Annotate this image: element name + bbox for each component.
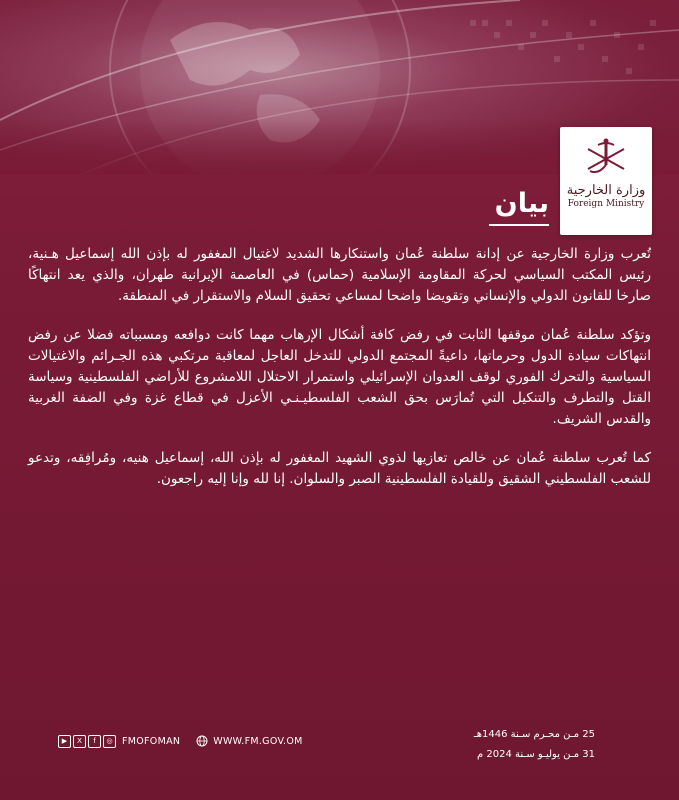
ministry-logo (560, 127, 652, 235)
globe-icon (196, 735, 208, 747)
hijri-date: 25 مـن محـرم سـنة 1446هـ (473, 729, 595, 740)
paragraph-1: تُعرب وزارة الخارجية عن إدانة سلطنة عُمان واستنكارها الشديد لاغتيال المغفور له بإذن الله إسماعيل هـنية، رئيس المكتب السياسي لحركة المقاومة الإسلامية (حماس) في العاصمة الإيرانية طهران، والذي يعد انتهاكًا صارخا للقانون الدولي والإنساني وتقويضا واضحا لمساعي تحقيق السلام والاستقرار في المنطقة. (28, 246, 651, 304)
website-link[interactable]: WWW.FM.GOV.OM (213, 735, 303, 747)
statement-body (28, 244, 651, 508)
page-title: بيان (494, 188, 549, 219)
logo-english-name: Foreign Ministry (567, 199, 645, 209)
khanjar-emblem-icon (576, 135, 636, 179)
contact-footer (58, 733, 303, 749)
x-icon[interactable]: X (73, 735, 86, 748)
gregorian-date: 31 مـن يوليـو سـنة 2024 م (477, 749, 595, 760)
logo-arabic-name: وزارة الخارجية (566, 183, 646, 198)
social-handle[interactable]: FMOFOMAN (122, 735, 181, 747)
youtube-icon[interactable]: ▶ (58, 735, 71, 748)
paragraph-3: كما تُعرب سلطنة عُمان عن خالص تعازيها لذوي الشهيد المغفور له بإذن الله، إسماعيل هنيه، ومُرافِقه، وتدعو للشعب الفلسطيني الشقيق وللقيادة الفلسطينية الصبر والسلوان. إنا لله وإنا إليه راجعون. (28, 450, 651, 487)
paragraph-2: وتؤكد سلطنة عُمان موقفها الثابت في رفض كافة أشكال الإرهاب مهما كانت دوافعه ومسبباته فضلا عن رفض انتهاكات سيادة الدول وحرماتها، داعيةً المجتمع الدولي للتدخل العاجل لمعاقبة مرتكبي هذه الجـرائم والاغتيالات السياسية والتحرك الفوري لوقف العدوان الإسرائيلي واستمرار الاحتلال اللامشروع للأراضي الفلسطينية وسياسة القتل والتطرف والتنكيل التي تُمارَس بحق الشعب الفلسطيـنـي الأعزل في قطاع غزة وفي الضفة الغربية والقدس الشريف. (28, 327, 651, 427)
facebook-icon[interactable]: f (88, 735, 101, 748)
statement-dates (474, 725, 595, 765)
instagram-icon[interactable]: ◎ (103, 735, 116, 748)
title-underline (489, 224, 549, 226)
